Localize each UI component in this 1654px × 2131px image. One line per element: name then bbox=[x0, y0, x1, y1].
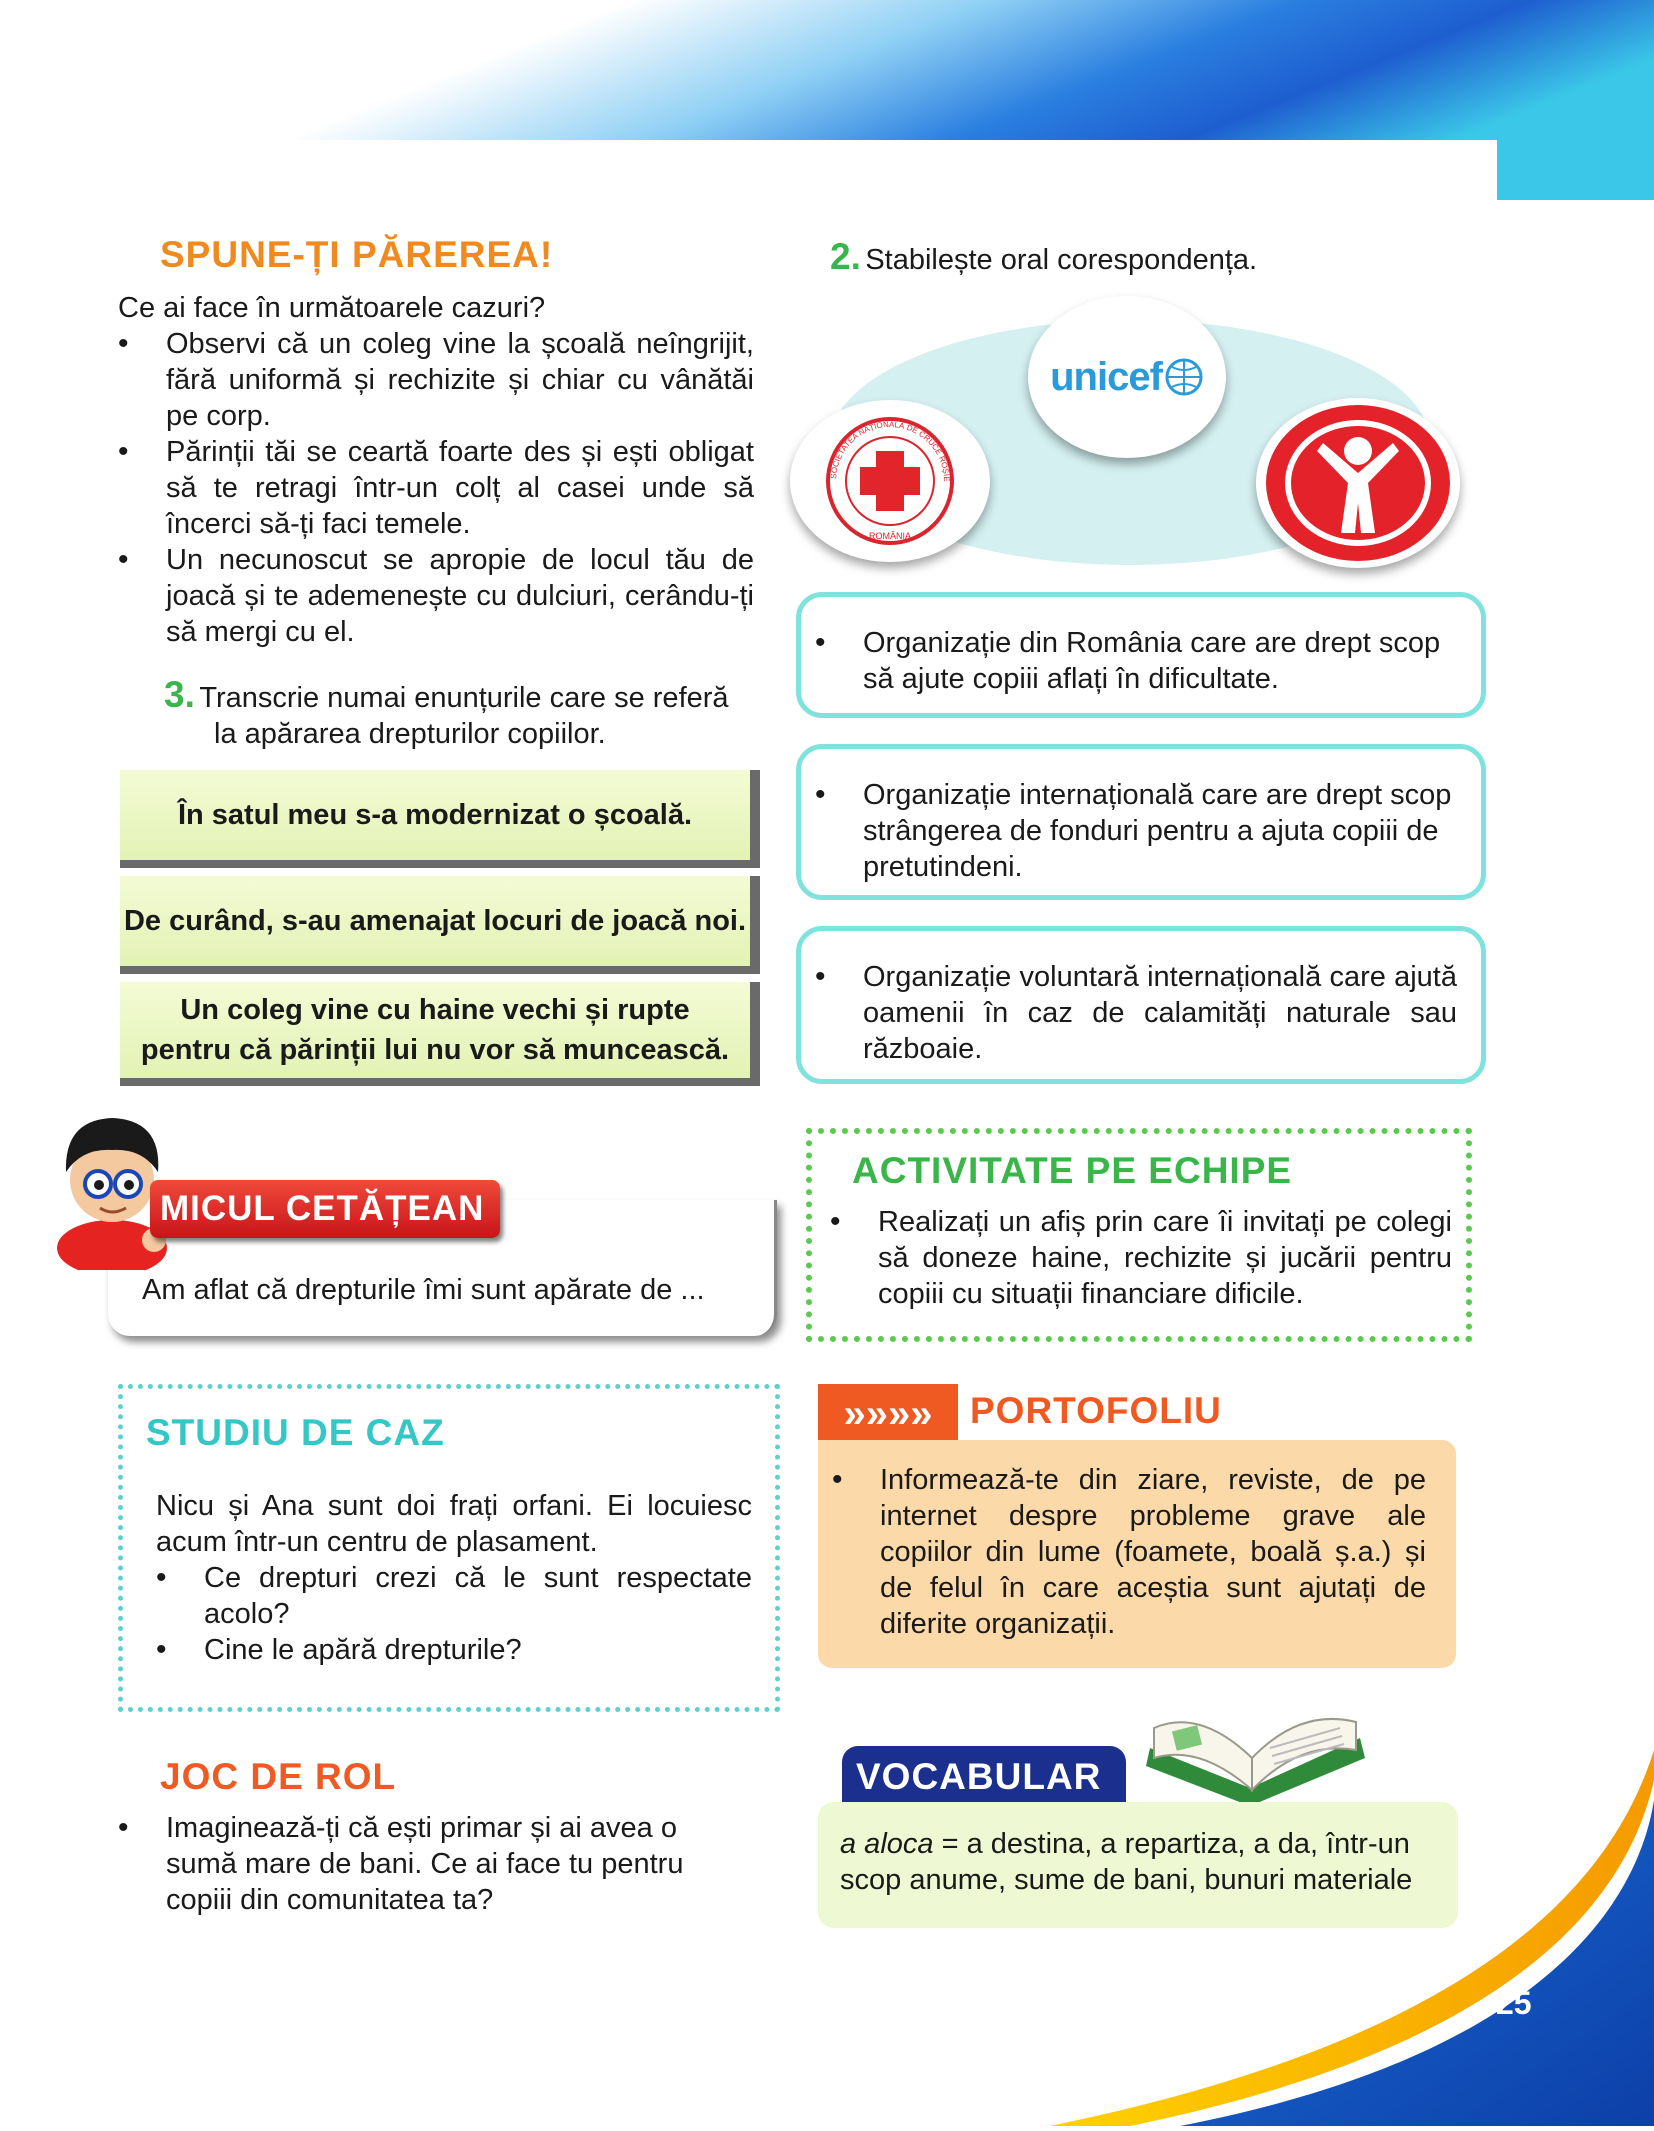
studiu-section bbox=[156, 1488, 752, 1668]
spune-list bbox=[118, 326, 754, 650]
echipe-title: ACTIVITATE PE ECHIPE bbox=[852, 1150, 1293, 1191]
studiu-text: Nicu și Ana sunt doi frați orfani. Ei locuiesc acum într-un centru de plasament. bbox=[156, 1490, 752, 1558]
micul-title: MICUL CETĂȚEAN bbox=[160, 1189, 485, 1228]
statement-box[interactable] bbox=[120, 982, 760, 1086]
task2-text: Stabilește oral corespondența. bbox=[865, 244, 1258, 276]
red-cross-bottom-text: ROMÂNIA bbox=[868, 531, 912, 541]
book-icon bbox=[1140, 1698, 1370, 1808]
red-cross-logo bbox=[790, 400, 990, 562]
portofoliu-tab bbox=[818, 1384, 958, 1444]
statement-box[interactable] bbox=[120, 876, 760, 974]
save-children-icon bbox=[1263, 403, 1453, 563]
spune-section bbox=[118, 290, 754, 650]
micul-title-banner bbox=[150, 1180, 500, 1238]
task3-line2: la apărarea drepturilor copiilor. bbox=[214, 718, 606, 750]
org-list bbox=[815, 777, 1457, 885]
spune-bullet: • Un necunoscut se apropie de locul tău de joacă și te ademenește cu dulciuri, cerându-ți să mergi cu el. bbox=[118, 542, 754, 650]
spune-bullet: • Părinții tăi se ceartă foarte des și ești obligat să te retragi într-un colț al casei unde să încerci să-ți faci temele. bbox=[118, 434, 754, 542]
task2-heading bbox=[830, 236, 1257, 278]
joc-section bbox=[118, 1810, 754, 1918]
org-list bbox=[815, 959, 1457, 1067]
studiu-bullet: • Ce drepturi crezi că le sunt respectate acolo? bbox=[156, 1560, 752, 1632]
page-number: 25 bbox=[1496, 1985, 1532, 2021]
portofoliu-title: PORTOFOLIU bbox=[970, 1390, 1222, 1431]
spune-bullet: • Observi că un coleg vine la școală neîngrijit, fără uniformă și rechizite și chiar cu vânătăi pe corp. bbox=[118, 326, 754, 434]
task3-number: 3. bbox=[164, 674, 195, 715]
portofoliu-bullet: • Informează-te din ziare, reviste, de pe internet despre probleme grave ale copiilor din lume (foamete, boală ș.a.) și de felul în care aceștia sunt ajutați de diferite organizații. bbox=[832, 1462, 1426, 1642]
vocabular-term: a aloca bbox=[840, 1828, 934, 1860]
echipe-list bbox=[830, 1204, 1452, 1312]
spune-question: Ce ai face în următoarele cazuri? bbox=[118, 292, 546, 324]
statement-text: În satul meu s-a modernizat o școală. bbox=[177, 799, 693, 831]
portofoliu-box bbox=[818, 1440, 1456, 1668]
micul-text: Am aflat că drepturile îmi sunt apărate de ... bbox=[142, 1274, 705, 1306]
org-box[interactable] bbox=[796, 744, 1486, 900]
top-banner bbox=[0, 0, 1654, 200]
arrows-icon: »»»» bbox=[843, 1392, 933, 1436]
red-cross-icon bbox=[810, 411, 970, 551]
org-text: • Organizație internațională care are drept scop strângerea de fonduri pentru a ajuta copiii de pretutindeni. bbox=[815, 777, 1457, 885]
unicef-logo-text: unicef bbox=[1050, 354, 1162, 399]
globe-icon bbox=[1164, 357, 1204, 397]
spune-title: SPUNE-ȚI PĂREREA! bbox=[160, 234, 554, 275]
echipe-bullet: • Realizați un afiș prin care îi invitați pe colegi să doneze haine, rechizite și jucării pentru copiii cu situații financiare dificile. bbox=[830, 1204, 1452, 1312]
org-list bbox=[815, 625, 1457, 697]
save-children-logo bbox=[1256, 398, 1460, 568]
task3-heading bbox=[164, 674, 754, 752]
echipe-section bbox=[830, 1204, 1452, 1312]
joc-list bbox=[118, 1810, 754, 1918]
joc-title: JOC DE ROL bbox=[160, 1756, 397, 1797]
studiu-bullet: • Cine le apără drepturile? bbox=[156, 1632, 752, 1668]
joc-bullet: • Imaginează-ți că ești primar și ai avea o sumă mare de bani. Ce ai face tu pentru copiii din comunitatea ta? bbox=[118, 1810, 754, 1918]
studiu-list bbox=[156, 1560, 752, 1668]
org-text: • Organizație voluntară internațională care ajută oamenii în caz de calamități naturale sau războaie. bbox=[815, 959, 1457, 1067]
statement-text: Un coleg vine cu haine vechi și rupte pentru că părinții lui nu vor să muncească. bbox=[140, 994, 730, 1066]
org-text: • Organizație din România care are drept scop să ajute copiii aflați în dificultate. bbox=[815, 625, 1457, 697]
org-box[interactable] bbox=[796, 592, 1486, 718]
vocabular-definition: = a destina, a repartiza, a da, într-un scop anume, sume de bani, bunuri materiale bbox=[840, 1828, 1413, 1896]
open-book-icon bbox=[1140, 1698, 1370, 1808]
task3-line1: Transcrie numai enunțurile care se referă bbox=[199, 682, 729, 714]
statement-text: De curând, s-au amenajat locuri de joacă noi. bbox=[123, 905, 747, 937]
vocabular-tab bbox=[842, 1746, 1126, 1806]
unicef-logo bbox=[1028, 296, 1226, 458]
studiu-title: STUDIU DE CAZ bbox=[146, 1412, 445, 1453]
task2-number: 2. bbox=[830, 236, 861, 277]
statement-box[interactable] bbox=[120, 770, 760, 868]
vocabular-box bbox=[818, 1802, 1458, 1928]
org-box[interactable] bbox=[796, 926, 1486, 1084]
vocabular-title: VOCABULAR bbox=[856, 1756, 1102, 1797]
red-cross-ring-text: SOCIETATEA NAȚIONALĂ DE CRUCE ROȘIE bbox=[828, 419, 952, 482]
top-banner-graphic bbox=[0, 0, 1654, 200]
portofoliu-list bbox=[832, 1462, 1426, 1642]
